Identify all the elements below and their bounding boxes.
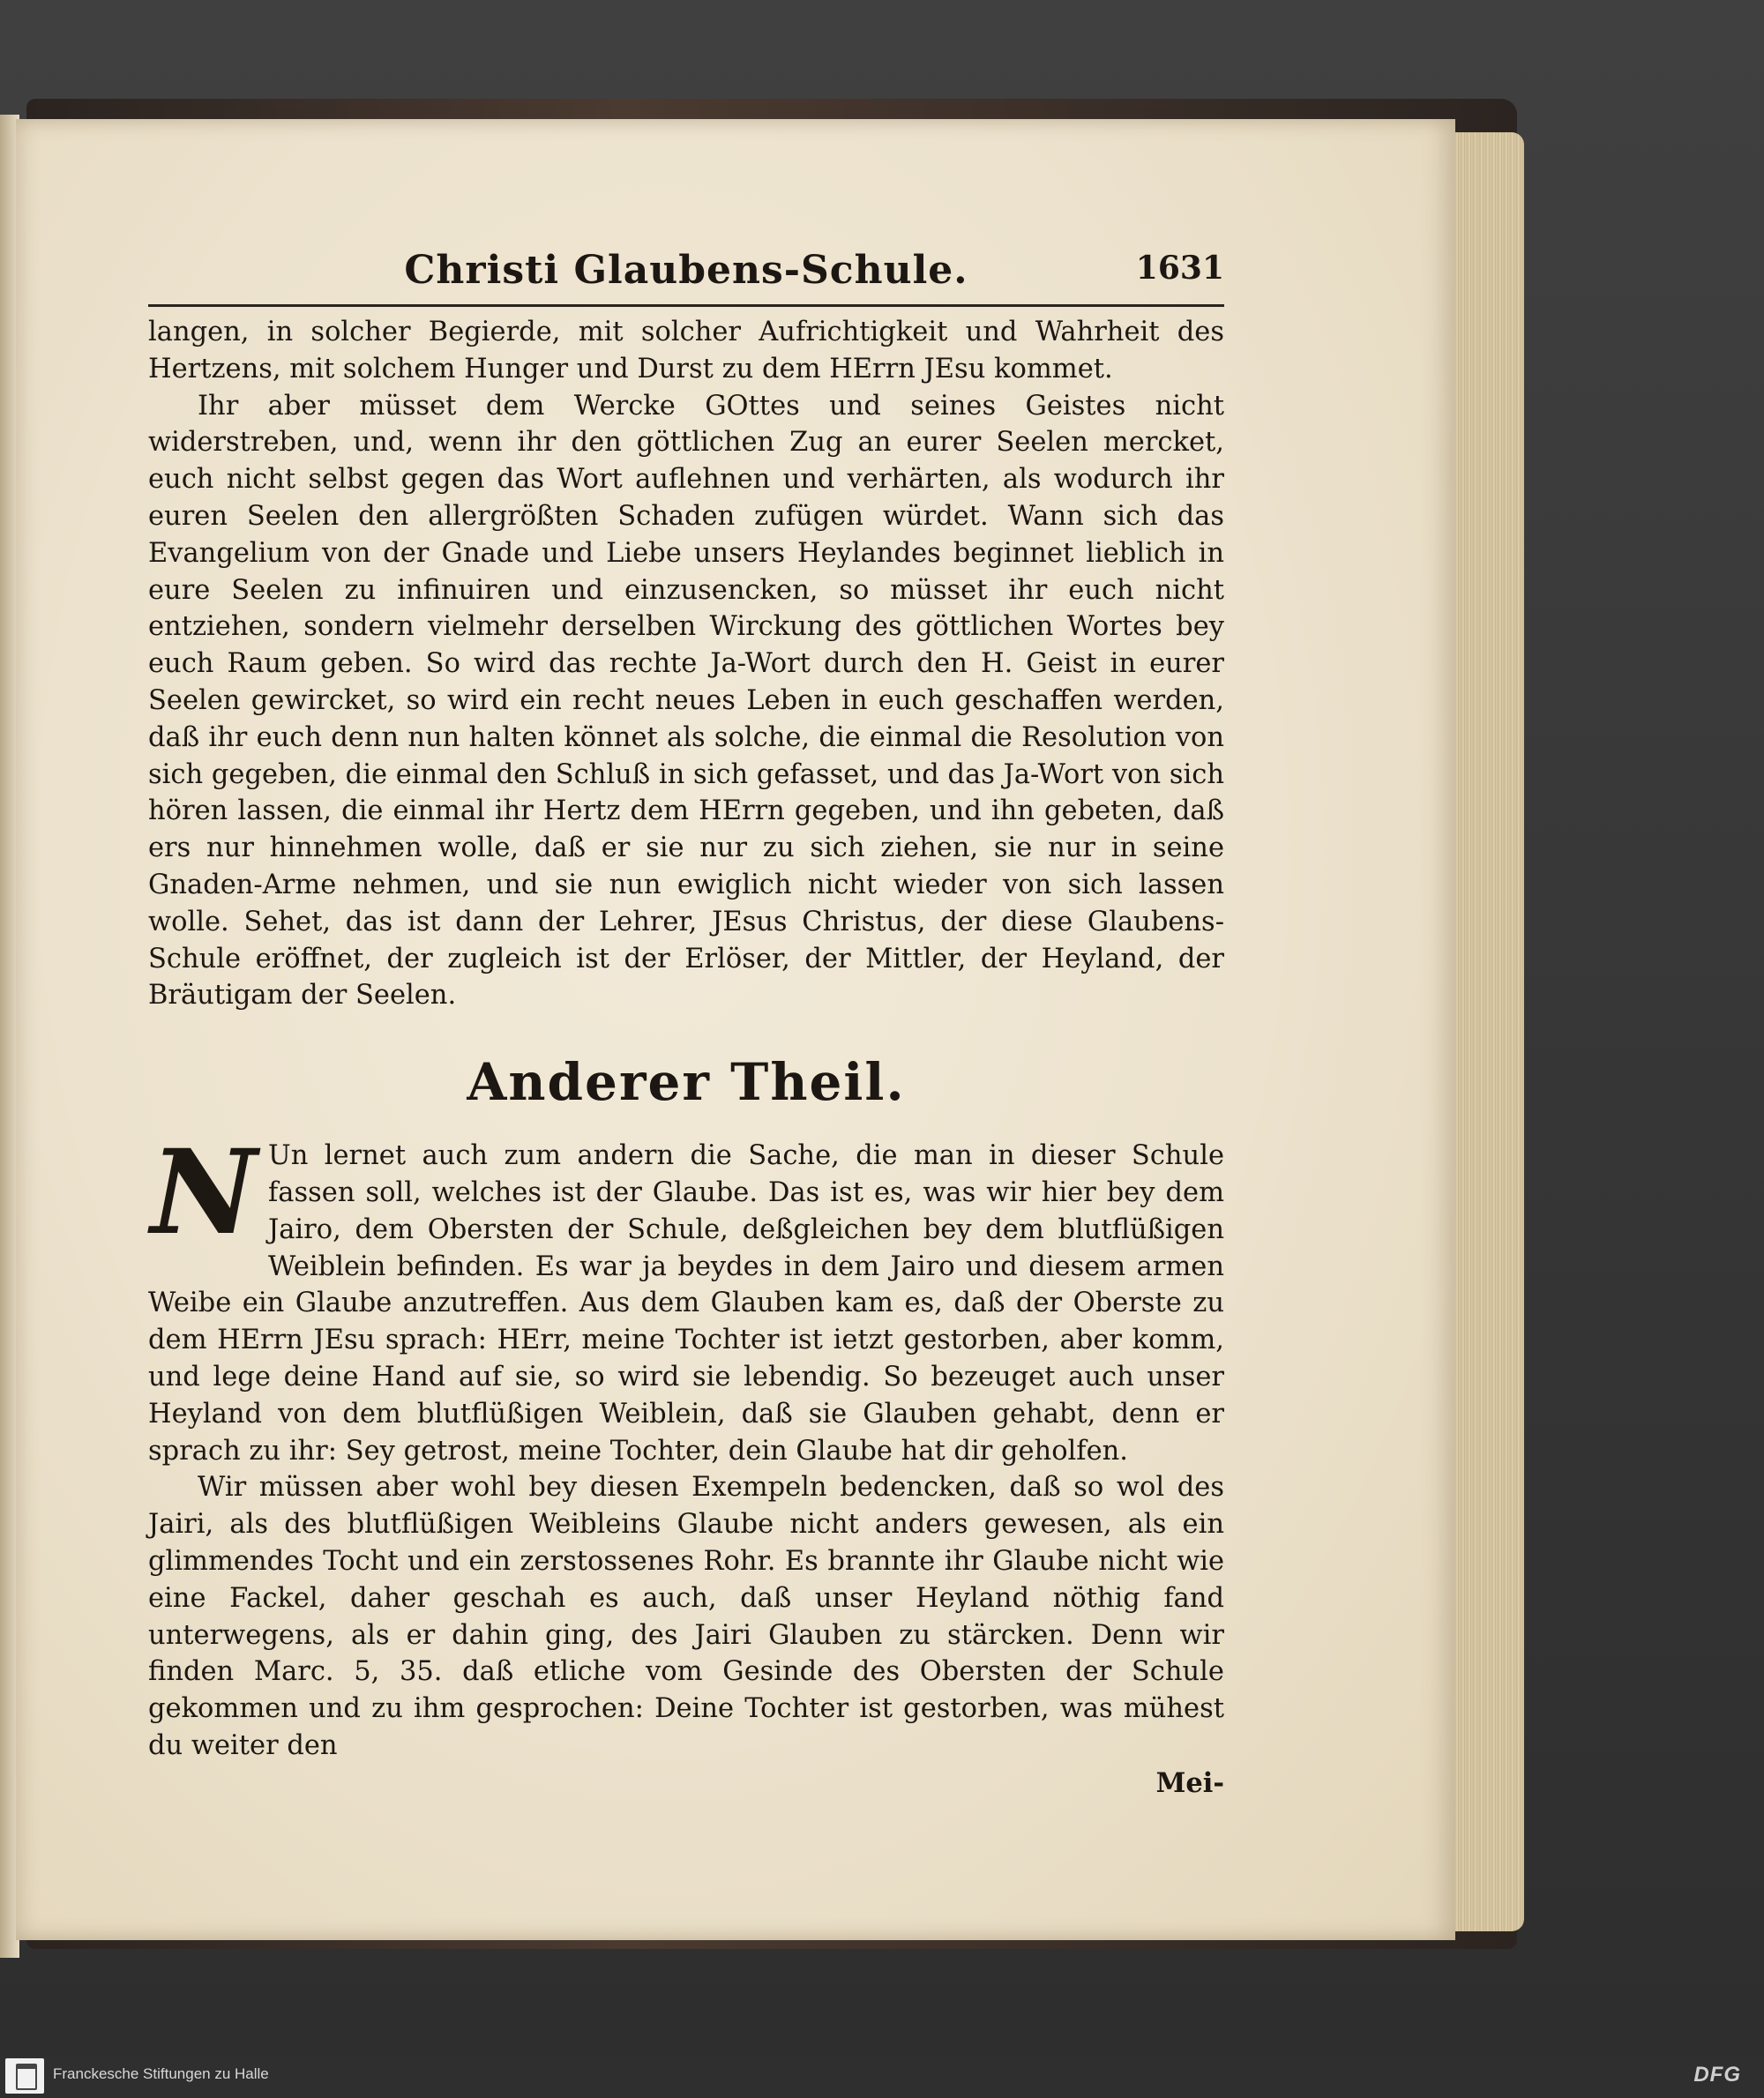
dfg-logo: DFG [1693, 2063, 1741, 2087]
viewer-footer [0, 2055, 1764, 2098]
page-edges [1446, 132, 1524, 1931]
catchword: Mei- [1155, 1766, 1224, 1799]
paragraph-continuation: langen, in solcher Begierde, mit solcher Aufrichtigkeit und Wahrheit des Hertzens, mit solchem Hunger und Durst zu dem HErrn JEsu kommet. [148, 317, 1224, 385]
paragraph-widerstreben: Ihr aber müsset dem Wercke GOttes und seines Geistes nicht widerstreben, und, wenn ihr den göttlichen Zug an eurer Seelen mercket, euch nicht selbst gegen das Wort auflehnen und verhärten, als wodurch ihr euren Seelen den allergrößten Schaden zufügen würdet. Wann sich das Evangelium von der Gnade und Liebe unsers Heylandes beginnet lieblich in eure Seelen zu infinuiren und einzusencken, so müsset ihr euch nicht entziehen, sondern vielmehr derselben Wirckung des göttlichen Wortes bey euch Raum geben. So wird das rechte Ja-Wort durch den H. Geist in eurer Seelen gewircket, so wird ein recht neues Leben in euch geschaffen werden, daß ihr euch denn nun halten könnet als solche, die einmal die Resolution von sich gegeben, die einmal den Schluß in sich gefasset, und das Ja-Wort von sich hören lassen, die einmal ihr Hertz dem HErrn gegeben, und ihn gebeten, daß ers nur hinnehmen wolle, daß er sie nur zu sich ziehen, sie nur in seine Gnaden-Arme nehmen, und sie nun ewiglich nicht wieder von sich lassen wolle. Sehet, das ist dann der Lehrer, JEsus Christus, der diese Glaubens-Schule eröffnet, der zugleich ist der Erlöser, der Mittler, der Heyland, der Bräutigam der Seelen. [148, 390, 1224, 1012]
paragraph-exempeln: Wir müssen aber wohl bey diesen Exempeln bedencken, daß so wol des Jairi, als des blutflüßigen Weibleins Glaube nicht anders gewesen, als ein glimmendes Tocht und ein zerstossenes Rohr. Es brannte ihr Glaube nicht wie eine Fackel, daher geschah es auch, daß unser Heyland nöthig fand unterwegens, als er dahin ging, des Jairi Glauben zu stärcken. Denn wir finden Marc. 5, 35. daß etliche vom Gesinde des Obersten der Schule gekommen und zu ihm gesprochen: Deine Tochter ist gestorben, was mühest du weiter den [148, 1472, 1224, 1761]
decorative-initial: N [150, 1124, 258, 1262]
section-body [148, 1124, 1224, 1469]
section-heading: Anderer Theil. [467, 1052, 906, 1113]
running-title: Christi Glaubens-Schule. [404, 248, 968, 293]
running-head [148, 248, 1224, 307]
page-text-area [148, 248, 1224, 1802]
institution-name: Franckesche Stiftungen zu Halle [53, 2065, 269, 2082]
institution-logo-icon [5, 2058, 44, 2094]
paragraph-glaube: Un lernet auch zum andern die Sache, die man in dieser Schule fassen soll, welches ist der Glaube. Das ist es, was wir hier bey dem Jairo, dem Obersten der Schule, deßgleichen bey dem blutflüßigen Weiblein befinden. Es war ja beydes in dem Jairo und diesem armen Weibe ein Glaube anzutreffen. Aus dem Glauben kam es, daß der Oberste zu dem HErrn JEsu sprach: HErr, meine Tochter ist ietzt gestorben, aber komm, und lege deine Hand auf sie, so wird sie lebendig. So bezeuget auch unser Heyland von dem blutflüßigen Weiblein, daß sie Glauben gehabt, denn er sprach zu ihr: Sey getrost, meine Tochter, dein Glaube hat dir geholfen. [148, 1140, 1224, 1467]
page-number: 1631 [1135, 250, 1224, 287]
